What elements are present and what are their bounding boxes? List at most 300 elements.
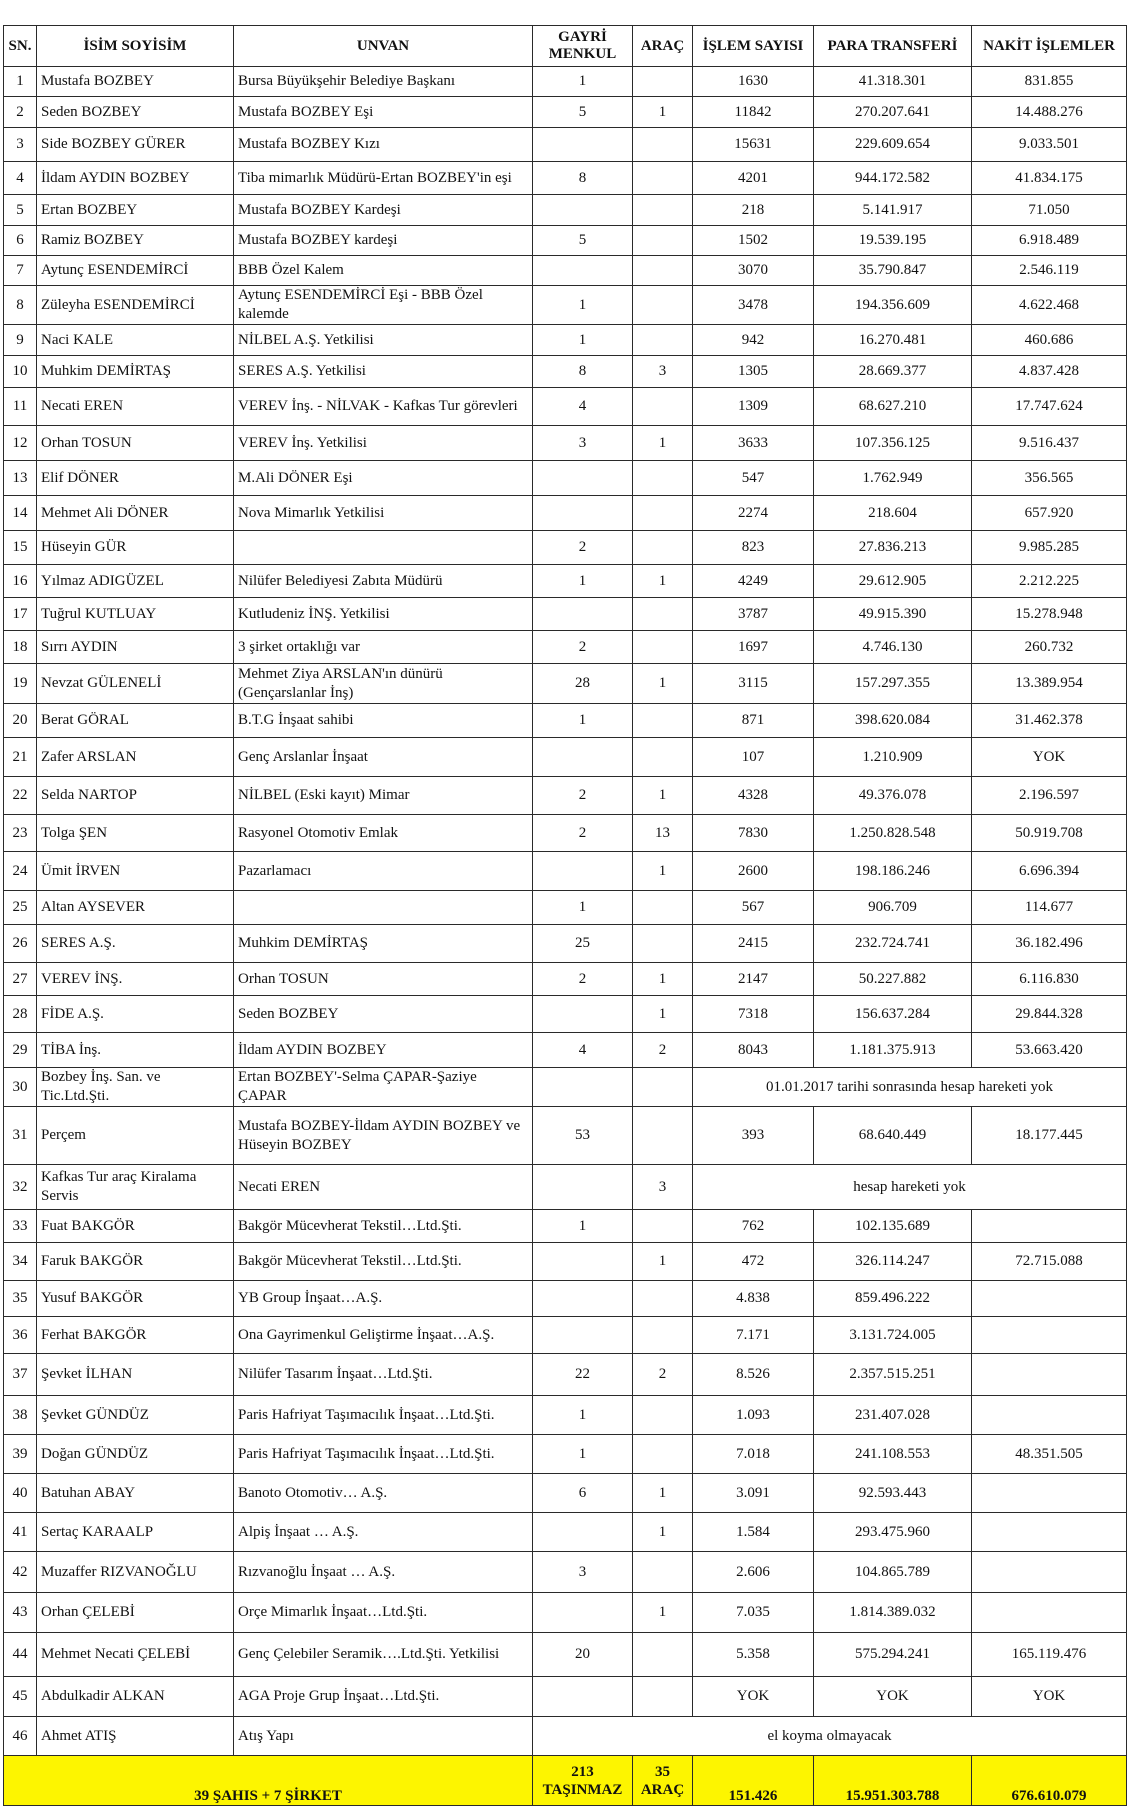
row-islem: 3115 <box>693 664 814 704</box>
row-arac: 1 <box>633 426 693 461</box>
row-name: TİBA İnş. <box>37 1033 234 1068</box>
table-row <box>4 128 1127 162</box>
row-para: 35.790.847 <box>814 256 972 286</box>
table-row <box>4 1107 1127 1165</box>
row-para: YOK <box>814 1677 972 1717</box>
table-row <box>4 704 1127 738</box>
row-islem: 472 <box>693 1243 814 1281</box>
row-unvan: İldam AYDIN BOZBEY <box>234 1033 533 1068</box>
row-unvan: Atış Yapı <box>234 1717 533 1756</box>
row-arac <box>633 531 693 565</box>
row-arac: 2 <box>633 1033 693 1068</box>
row-unvan: Mustafa BOZBEY-İldam AYDIN BOZBEY ve Hüseyin BOZBEY <box>234 1107 533 1165</box>
row-nakit: 17.747.624 <box>972 388 1127 426</box>
row-name: Muhkim DEMİRTAŞ <box>37 356 234 388</box>
row-unvan: Genç Arslanlar İnşaat <box>234 738 533 777</box>
table-row <box>4 738 1127 777</box>
table-row <box>4 496 1127 531</box>
row-note: 01.01.2017 tarihi sonrasında hesap hareketi yok <box>693 1068 1127 1107</box>
row-arac <box>633 226 693 256</box>
row-sn: 41 <box>4 1513 37 1552</box>
row-name: Ümit İRVEN <box>37 852 234 891</box>
row-unvan: Paris Hafriyat Taşımacılık İnşaat…Ltd.Şti. <box>234 1435 533 1474</box>
row-islem: 7.171 <box>693 1317 814 1354</box>
row-gayrimenkul <box>533 1281 633 1317</box>
row-arac: 1 <box>633 97 693 128</box>
row-arac <box>633 388 693 426</box>
row-arac: 1 <box>633 1243 693 1281</box>
row-gayrimenkul <box>533 461 633 496</box>
row-name: Altan AYSEVER <box>37 891 234 925</box>
row-unvan: Mustafa BOZBEY Eşi <box>234 97 533 128</box>
table-row <box>4 1281 1127 1317</box>
row-arac <box>633 325 693 356</box>
row-gayrimenkul: 6 <box>533 1474 633 1513</box>
row-sn: 30 <box>4 1068 37 1107</box>
row-unvan: NİLBEL A.Ş. Yetkilisi <box>234 325 533 356</box>
row-islem: 2.606 <box>693 1552 814 1593</box>
row-arac <box>633 128 693 162</box>
row-unvan: Mustafa BOZBEY Kardeşi <box>234 195 533 226</box>
row-unvan: Seden BOZBEY <box>234 996 533 1033</box>
row-para: 944.172.582 <box>814 162 972 195</box>
row-name: Selda NARTOP <box>37 777 234 815</box>
header-sn: SN. <box>4 26 37 67</box>
row-islem: 8.526 <box>693 1354 814 1396</box>
row-name: Yusuf BAKGÖR <box>37 1281 234 1317</box>
row-islem: 3633 <box>693 426 814 461</box>
table-row <box>4 925 1127 963</box>
table-row <box>4 461 1127 496</box>
row-para: 194.356.609 <box>814 286 972 325</box>
row-sn: 27 <box>4 963 37 996</box>
total-arac-label: ARAÇ <box>640 1781 685 1798</box>
row-islem: 3478 <box>693 286 814 325</box>
row-sn: 35 <box>4 1281 37 1317</box>
row-sn: 24 <box>4 852 37 891</box>
row-islem: 4.838 <box>693 1281 814 1317</box>
row-gayrimenkul: 3 <box>533 426 633 461</box>
row-gayrimenkul <box>533 738 633 777</box>
row-islem: 1697 <box>693 631 814 664</box>
row-islem: 942 <box>693 325 814 356</box>
table-row <box>4 664 1127 704</box>
table-row <box>4 1474 1127 1513</box>
row-nakit: 14.488.276 <box>972 97 1127 128</box>
row-nakit: 2.546.119 <box>972 256 1127 286</box>
row-gayrimenkul <box>533 1068 633 1107</box>
row-sn: 11 <box>4 388 37 426</box>
row-para: 1.814.389.032 <box>814 1593 972 1633</box>
table-row <box>4 286 1127 325</box>
row-islem: 823 <box>693 531 814 565</box>
row-unvan: Orhan TOSUN <box>234 963 533 996</box>
table-row <box>4 631 1127 664</box>
row-unvan: Muhkim DEMİRTAŞ <box>234 925 533 963</box>
row-unvan: NİLBEL (Eski kayıt) Mimar <box>234 777 533 815</box>
row-gayrimenkul: 1 <box>533 1435 633 1474</box>
row-sn: 34 <box>4 1243 37 1281</box>
header-name: İSİM SOYİSİM <box>37 26 234 67</box>
row-arac <box>633 256 693 286</box>
row-gayrimenkul: 20 <box>533 1633 633 1677</box>
row-sn: 44 <box>4 1633 37 1677</box>
row-sn: 10 <box>4 356 37 388</box>
table-row <box>4 356 1127 388</box>
row-para: 104.865.789 <box>814 1552 972 1593</box>
total-arac-count: 35 <box>655 1763 670 1780</box>
row-islem: 4201 <box>693 162 814 195</box>
row-islem: 7830 <box>693 815 814 852</box>
table-row <box>4 67 1127 97</box>
row-arac <box>633 1552 693 1593</box>
row-arac <box>633 1435 693 1474</box>
row-gayrimenkul: 22 <box>533 1354 633 1396</box>
row-nakit <box>972 1210 1127 1243</box>
row-gayrimenkul: 5 <box>533 226 633 256</box>
row-para: 5.141.917 <box>814 195 972 226</box>
row-sn: 43 <box>4 1593 37 1633</box>
header-arac: ARAÇ <box>633 26 693 67</box>
table-row <box>4 963 1127 996</box>
row-name: Ramiz BOZBEY <box>37 226 234 256</box>
row-para: 1.762.949 <box>814 461 972 496</box>
row-para: 232.724.741 <box>814 925 972 963</box>
row-nakit <box>972 1317 1127 1354</box>
row-nakit: 48.351.505 <box>972 1435 1127 1474</box>
row-nakit: 50.919.708 <box>972 815 1127 852</box>
row-gayrimenkul: 2 <box>533 815 633 852</box>
row-arac <box>633 195 693 226</box>
row-gayrimenkul: 1 <box>533 1396 633 1435</box>
row-unvan: Ertan BOZBEY'-Selma ÇAPAR-Şaziye ÇAPAR <box>234 1068 533 1107</box>
row-gayrimenkul <box>533 1243 633 1281</box>
row-unvan: Nilüfer Belediyesi Zabıta Müdürü <box>234 565 533 598</box>
row-islem: 3070 <box>693 256 814 286</box>
row-arac <box>633 1317 693 1354</box>
row-unvan: VEREV İnş. - NİLVAK - Kafkas Tur görevleri <box>234 388 533 426</box>
row-unvan: Bursa Büyükşehir Belediye Başkanı <box>234 67 533 97</box>
row-para: 19.539.195 <box>814 226 972 256</box>
row-islem: 3.091 <box>693 1474 814 1513</box>
row-islem: 2274 <box>693 496 814 531</box>
row-nakit <box>972 1396 1127 1435</box>
row-para: 229.609.654 <box>814 128 972 162</box>
row-para: 241.108.553 <box>814 1435 972 1474</box>
row-arac <box>633 738 693 777</box>
row-nakit: 2.196.597 <box>972 777 1127 815</box>
row-para: 29.612.905 <box>814 565 972 598</box>
row-name: Fuat BAKGÖR <box>37 1210 234 1243</box>
row-sn: 33 <box>4 1210 37 1243</box>
table-row <box>4 1435 1127 1474</box>
row-nakit: 71.050 <box>972 195 1127 226</box>
row-gayrimenkul: 2 <box>533 777 633 815</box>
row-unvan: Aytunç ESENDEMİRCİ Eşi - BBB Özel kalemde <box>234 286 533 325</box>
row-sn: 26 <box>4 925 37 963</box>
row-islem: 1.584 <box>693 1513 814 1552</box>
total-para: 15.951.303.788 <box>814 1756 972 1806</box>
row-para: 906.709 <box>814 891 972 925</box>
row-nakit: 460.686 <box>972 325 1127 356</box>
row-nakit: 36.182.496 <box>972 925 1127 963</box>
row-para: 231.407.028 <box>814 1396 972 1435</box>
row-para: 92.593.443 <box>814 1474 972 1513</box>
row-nakit: 15.278.948 <box>972 598 1127 631</box>
row-arac <box>633 925 693 963</box>
table-row <box>4 325 1127 356</box>
row-islem: 762 <box>693 1210 814 1243</box>
row-nakit <box>972 1354 1127 1396</box>
row-gayrimenkul <box>533 996 633 1033</box>
table-row <box>4 815 1127 852</box>
row-sn: 45 <box>4 1677 37 1717</box>
table-row <box>4 1633 1127 1677</box>
row-sn: 37 <box>4 1354 37 1396</box>
row-sn: 3 <box>4 128 37 162</box>
row-islem: 7.035 <box>693 1593 814 1633</box>
row-sn: 13 <box>4 461 37 496</box>
row-unvan: Nilüfer Tasarım İnşaat…Ltd.Şti. <box>234 1354 533 1396</box>
row-nakit: 4.622.468 <box>972 286 1127 325</box>
row-para: 859.496.222 <box>814 1281 972 1317</box>
row-para: 68.640.449 <box>814 1107 972 1165</box>
row-islem: 107 <box>693 738 814 777</box>
row-arac: 1 <box>633 852 693 891</box>
row-gayrimenkul: 8 <box>533 356 633 388</box>
table-row <box>4 1552 1127 1593</box>
row-unvan: YB Group İnşaat…A.Ş. <box>234 1281 533 1317</box>
table-row <box>4 1677 1127 1717</box>
row-name: Necati EREN <box>37 388 234 426</box>
row-nakit: 18.177.445 <box>972 1107 1127 1165</box>
row-gayrimenkul: 2 <box>533 963 633 996</box>
row-nakit: 260.732 <box>972 631 1127 664</box>
row-unvan: Pazarlamacı <box>234 852 533 891</box>
row-arac: 1 <box>633 1593 693 1633</box>
row-unvan: B.T.G İnşaat sahibi <box>234 704 533 738</box>
row-name: VEREV İNŞ. <box>37 963 234 996</box>
table-row <box>4 1243 1127 1281</box>
row-nakit: 165.119.476 <box>972 1633 1127 1677</box>
header-nakit-islemler: NAKİT İŞLEMLER <box>972 26 1127 67</box>
row-gayrimenkul: 1 <box>533 704 633 738</box>
row-sn: 21 <box>4 738 37 777</box>
table-row <box>4 1396 1127 1435</box>
row-arac: 1 <box>633 963 693 996</box>
row-name: Aytunç ESENDEMİRCİ <box>37 256 234 286</box>
row-unvan: Mustafa BOZBEY kardeşi <box>234 226 533 256</box>
row-name: Yılmaz ADIGÜZEL <box>37 565 234 598</box>
row-name: Mehmet Necati ÇELEBİ <box>37 1633 234 1677</box>
row-gayrimenkul <box>533 1593 633 1633</box>
row-nakit: 6.696.394 <box>972 852 1127 891</box>
row-nakit: 9.985.285 <box>972 531 1127 565</box>
row-para: 27.836.213 <box>814 531 972 565</box>
table-row <box>4 1068 1127 1107</box>
row-arac <box>633 704 693 738</box>
total-arac <box>633 1756 693 1806</box>
row-name: Ferhat BAKGÖR <box>37 1317 234 1354</box>
table-row <box>4 1593 1127 1633</box>
row-gayrimenkul: 1 <box>533 325 633 356</box>
row-islem: 871 <box>693 704 814 738</box>
row-gayrimenkul: 1 <box>533 286 633 325</box>
row-sn: 9 <box>4 325 37 356</box>
row-unvan: Rızvanoğlu İnşaat … A.Ş. <box>234 1552 533 1593</box>
row-name: Tuğrul KUTLUAY <box>37 598 234 631</box>
row-name: Mustafa BOZBEY <box>37 67 234 97</box>
row-arac: 1 <box>633 565 693 598</box>
row-islem: 2147 <box>693 963 814 996</box>
row-gayrimenkul: 1 <box>533 67 633 97</box>
row-sn: 14 <box>4 496 37 531</box>
row-arac <box>633 162 693 195</box>
row-islem: 1309 <box>693 388 814 426</box>
row-sn: 16 <box>4 565 37 598</box>
row-unvan: M.Ali DÖNER Eşi <box>234 461 533 496</box>
row-name: Sertaç KARAALP <box>37 1513 234 1552</box>
table-row <box>4 1317 1127 1354</box>
row-nakit: 831.855 <box>972 67 1127 97</box>
row-name: Bozbey İnş. San. ve Tic.Ltd.Şti. <box>37 1068 234 1107</box>
row-gayrimenkul <box>533 256 633 286</box>
row-name: Perçem <box>37 1107 234 1165</box>
row-nakit <box>972 1593 1127 1633</box>
row-para: 3.131.724.005 <box>814 1317 972 1354</box>
row-islem: 2415 <box>693 925 814 963</box>
row-unvan: Nova Mimarlık Yetkilisi <box>234 496 533 531</box>
row-islem: 4328 <box>693 777 814 815</box>
total-islem: 151.426 <box>693 1756 814 1806</box>
row-name: Faruk BAKGÖR <box>37 1243 234 1281</box>
row-nakit: 6.116.830 <box>972 963 1127 996</box>
row-para: 49.915.390 <box>814 598 972 631</box>
row-arac: 2 <box>633 1354 693 1396</box>
row-nakit: 9.516.437 <box>972 426 1127 461</box>
row-sn: 39 <box>4 1435 37 1474</box>
row-sn: 40 <box>4 1474 37 1513</box>
row-name: Side BOZBEY GÜRER <box>37 128 234 162</box>
row-unvan: Rasyonel Otomotiv Emlak <box>234 815 533 852</box>
row-unvan: Mustafa BOZBEY Kızı <box>234 128 533 162</box>
row-nakit: 41.834.175 <box>972 162 1127 195</box>
total-nakit: 676.610.079 <box>972 1756 1127 1806</box>
row-para: 4.746.130 <box>814 631 972 664</box>
row-gayrimenkul <box>533 195 633 226</box>
row-gayrimenkul: 3 <box>533 1552 633 1593</box>
row-nakit <box>972 1552 1127 1593</box>
row-islem: 11842 <box>693 97 814 128</box>
total-gayrimenkul-count: 213 <box>571 1763 594 1780</box>
row-name: Seden BOZBEY <box>37 97 234 128</box>
row-gayrimenkul <box>533 1513 633 1552</box>
row-arac: 3 <box>633 1165 693 1210</box>
row-para: 16.270.481 <box>814 325 972 356</box>
row-gayrimenkul <box>533 598 633 631</box>
row-gayrimenkul <box>533 1165 633 1210</box>
row-arac <box>633 891 693 925</box>
header-para-transferi: PARA TRANSFERİ <box>814 26 972 67</box>
row-para: 326.114.247 <box>814 1243 972 1281</box>
table-row <box>4 891 1127 925</box>
row-sn: 12 <box>4 426 37 461</box>
row-name: Mehmet Ali DÖNER <box>37 496 234 531</box>
row-gayrimenkul: 8 <box>533 162 633 195</box>
row-nakit: 53.663.420 <box>972 1033 1127 1068</box>
row-sn: 46 <box>4 1717 37 1756</box>
table-row <box>4 565 1127 598</box>
row-name: Abdulkadir ALKAN <box>37 1677 234 1717</box>
row-sn: 25 <box>4 891 37 925</box>
row-name: Hüseyin GÜR <box>37 531 234 565</box>
row-unvan: Kutludeniz İNŞ. Yetkilisi <box>234 598 533 631</box>
table-row <box>4 97 1127 128</box>
row-nakit: 657.920 <box>972 496 1127 531</box>
total-gayrimenkul-label: TAŞINMAZ <box>542 1781 623 1798</box>
row-sn: 17 <box>4 598 37 631</box>
row-sn: 19 <box>4 664 37 704</box>
row-name: Naci KALE <box>37 325 234 356</box>
row-para: 1.210.909 <box>814 738 972 777</box>
row-name: Ertan BOZBEY <box>37 195 234 226</box>
table-row <box>4 226 1127 256</box>
row-gayrimenkul: 4 <box>533 1033 633 1068</box>
row-arac: 13 <box>633 815 693 852</box>
row-islem: 4249 <box>693 565 814 598</box>
row-arac <box>633 1068 693 1107</box>
asset-seizure-table <box>3 25 1127 1806</box>
row-unvan: Mehmet Ziya ARSLAN'ın dünürü (Gençarslanlar İnş) <box>234 664 533 704</box>
row-para: 28.669.377 <box>814 356 972 388</box>
row-unvan: Ona Gayrimenkul Geliştirme İnşaat…A.Ş. <box>234 1317 533 1354</box>
table-row <box>4 1210 1127 1243</box>
row-sn: 38 <box>4 1396 37 1435</box>
row-nakit: YOK <box>972 1677 1127 1717</box>
row-gayrimenkul: 1 <box>533 891 633 925</box>
row-sn: 8 <box>4 286 37 325</box>
row-unvan: Bakgör Mücevherat Tekstil…Ltd.Şti. <box>234 1243 533 1281</box>
row-unvan: VEREV İnş. Yetkilisi <box>234 426 533 461</box>
row-arac: 1 <box>633 1474 693 1513</box>
row-note: el koyma olmayacak <box>533 1717 1127 1756</box>
row-nakit <box>972 1474 1127 1513</box>
row-unvan: SERES A.Ş. Yetkilisi <box>234 356 533 388</box>
row-name: Kafkas Tur araç Kiralama Servis <box>37 1165 234 1210</box>
table-row <box>4 996 1127 1033</box>
header-islem-sayisi: İŞLEM SAYISI <box>693 26 814 67</box>
row-islem: 393 <box>693 1107 814 1165</box>
row-islem: 547 <box>693 461 814 496</box>
row-arac: 3 <box>633 356 693 388</box>
row-arac: 1 <box>633 777 693 815</box>
row-unvan <box>234 891 533 925</box>
row-unvan <box>234 531 533 565</box>
total-gayrimenkul <box>533 1756 633 1806</box>
row-arac <box>633 496 693 531</box>
row-gayrimenkul <box>533 852 633 891</box>
row-gayrimenkul: 2 <box>533 531 633 565</box>
row-unvan: Bakgör Mücevherat Tekstil…Ltd.Şti. <box>234 1210 533 1243</box>
row-gayrimenkul <box>533 1317 633 1354</box>
row-para: 102.135.689 <box>814 1210 972 1243</box>
row-unvan: AGA Proje Grup İnşaat…Ltd.Şti. <box>234 1677 533 1717</box>
row-islem: YOK <box>693 1677 814 1717</box>
row-gayrimenkul: 5 <box>533 97 633 128</box>
row-nakit: 72.715.088 <box>972 1243 1127 1281</box>
row-nakit <box>972 1281 1127 1317</box>
row-nakit: 31.462.378 <box>972 704 1127 738</box>
